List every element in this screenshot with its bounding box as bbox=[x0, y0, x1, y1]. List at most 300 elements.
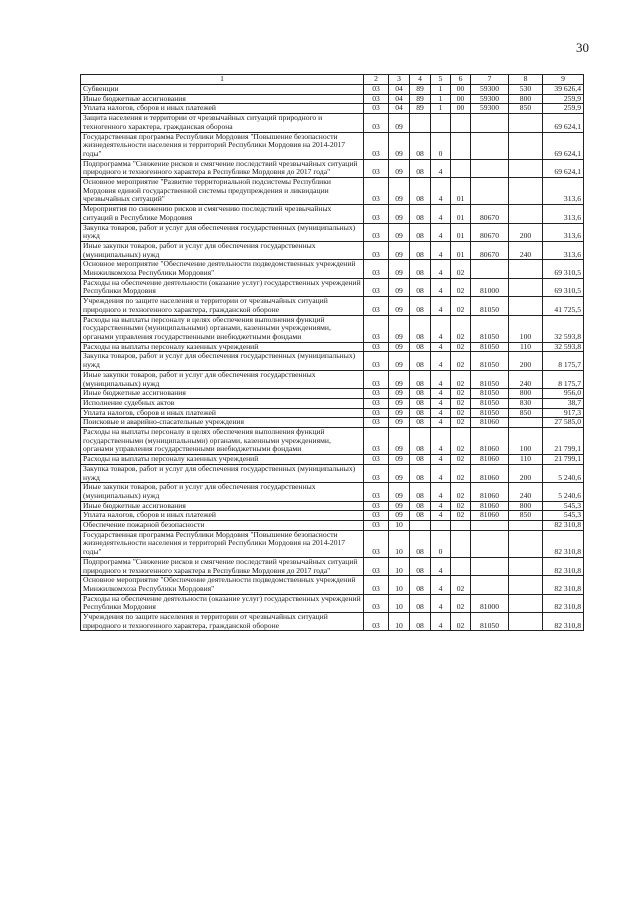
expense-type-code-cell: 800 bbox=[509, 501, 543, 511]
activity-code-cell: 01 bbox=[451, 241, 471, 259]
section-code-cell: 03 bbox=[364, 278, 389, 296]
subsection-code-cell: 09 bbox=[389, 501, 410, 511]
direction-code-cell: 81050 bbox=[471, 613, 509, 631]
row-name-cell: Расходы на выплаты персоналу в целях обеспечения выполнения функций государственными (муниципальными) органами, казенными учреждениями, органами управления государственными внебюджетными фондами bbox=[81, 315, 364, 342]
program-code-cell: 08 bbox=[410, 428, 431, 455]
program-code-cell: 89 bbox=[410, 85, 431, 95]
subsection-code-cell: 09 bbox=[389, 178, 410, 205]
table-row bbox=[81, 576, 584, 594]
row-name-cell: Закупка товаров, работ и услуг для обеспечения государственных (муниципальных) нужд bbox=[81, 352, 364, 370]
row-name-cell: Уплата налогов, сборов и иных платежей bbox=[81, 511, 364, 521]
row-name-cell: Основное мероприятие "Обеспечение деятельности подведомственных учреждений Минжилкомхоза Республики Мордовия" bbox=[81, 576, 364, 594]
table-row bbox=[81, 398, 584, 408]
subprogram-code-cell: 4 bbox=[431, 342, 451, 352]
direction-code-cell bbox=[471, 178, 509, 205]
direction-code-cell: 81050 bbox=[471, 315, 509, 342]
amount-cell: 32 593,8 bbox=[543, 342, 584, 352]
program-code-cell: 08 bbox=[410, 408, 431, 418]
program-code-cell: 08 bbox=[410, 398, 431, 408]
activity-code-cell: 02 bbox=[451, 511, 471, 521]
expense-type-code-cell bbox=[509, 576, 543, 594]
activity-code-cell bbox=[451, 132, 471, 159]
program-code-cell: 89 bbox=[410, 94, 431, 104]
program-code-cell: 08 bbox=[410, 223, 431, 241]
direction-code-cell: 81060 bbox=[471, 428, 509, 455]
direction-code-cell: 81000 bbox=[471, 278, 509, 296]
direction-code-cell: 81050 bbox=[471, 370, 509, 388]
section-code-cell: 03 bbox=[364, 315, 389, 342]
program-code-cell: 08 bbox=[410, 613, 431, 631]
amount-cell: 82 310,8 bbox=[543, 530, 584, 557]
row-name-cell: Мероприятия по снижению рисков и смягчению последствий чрезвычайных ситуаций в Республике Мордовия bbox=[81, 205, 364, 223]
row-name-cell: Защита населения и территории от чрезвычайных ситуаций природного и техногенного характера, гражданская оборона bbox=[81, 114, 364, 132]
row-name-cell: Расходы на выплаты персоналу казенных учреждений bbox=[81, 455, 364, 465]
table-row bbox=[81, 94, 584, 104]
section-code-cell: 03 bbox=[364, 455, 389, 465]
row-name-cell: Иные бюджетные ассигнования bbox=[81, 94, 364, 104]
row-name-cell: Основное мероприятие "Развитие территориальной подсистемы Республики Мордовия единой государственной системы предупреждения и ликвидации чрезвычайных ситуаций" bbox=[81, 178, 364, 205]
section-code-cell: 03 bbox=[364, 104, 389, 114]
row-name-cell: Исполнение судебных актов bbox=[81, 398, 364, 408]
amount-cell: 69 624,1 bbox=[543, 159, 584, 177]
direction-code-cell: 81060 bbox=[471, 455, 509, 465]
activity-code-cell: 02 bbox=[451, 370, 471, 388]
column-header: 6 bbox=[451, 75, 471, 85]
program-code-cell: 08 bbox=[410, 297, 431, 315]
section-code-cell: 03 bbox=[364, 205, 389, 223]
amount-cell: 21 799,1 bbox=[543, 455, 584, 465]
subsection-code-cell: 04 bbox=[389, 94, 410, 104]
column-header: 4 bbox=[410, 75, 431, 85]
table-row bbox=[81, 85, 584, 95]
subsection-code-cell: 09 bbox=[389, 352, 410, 370]
expense-type-code-cell bbox=[509, 132, 543, 159]
activity-code-cell: 00 bbox=[451, 85, 471, 95]
section-code-cell: 03 bbox=[364, 342, 389, 352]
expense-type-code-cell: 200 bbox=[509, 464, 543, 482]
amount-cell: 259,9 bbox=[543, 94, 584, 104]
section-code-cell: 03 bbox=[364, 418, 389, 428]
expense-type-code-cell: 200 bbox=[509, 223, 543, 241]
section-code-cell: 03 bbox=[364, 530, 389, 557]
subprogram-code-cell: 4 bbox=[431, 594, 451, 612]
table-row bbox=[81, 530, 584, 557]
expense-type-code-cell bbox=[509, 530, 543, 557]
direction-code-cell: 80670 bbox=[471, 223, 509, 241]
row-name-cell: Расходы на обеспечение деятельности (оказание услуг) государственных учреждений Республики Мордовия bbox=[81, 278, 364, 296]
section-code-cell: 03 bbox=[364, 260, 389, 278]
table-row bbox=[81, 464, 584, 482]
section-code-cell: 03 bbox=[364, 398, 389, 408]
subprogram-code-cell: 4 bbox=[431, 297, 451, 315]
table-row bbox=[81, 352, 584, 370]
direction-code-cell: 81060 bbox=[471, 501, 509, 511]
amount-cell: 82 310,8 bbox=[543, 594, 584, 612]
row-name-cell: Основное мероприятие "Обеспечение деятельности подведомственных учреждений Минжилкомхоза Республики Мордовия" bbox=[81, 260, 364, 278]
direction-code-cell: 80670 bbox=[471, 205, 509, 223]
activity-code-cell: 02 bbox=[451, 342, 471, 352]
direction-code-cell bbox=[471, 260, 509, 278]
table-row bbox=[81, 260, 584, 278]
section-code-cell: 03 bbox=[364, 464, 389, 482]
subsection-code-cell: 09 bbox=[389, 418, 410, 428]
column-header: 1 bbox=[81, 75, 364, 85]
expense-type-code-cell bbox=[509, 297, 543, 315]
program-code-cell: 08 bbox=[410, 464, 431, 482]
activity-code-cell: 01 bbox=[451, 178, 471, 205]
expense-type-code-cell: 830 bbox=[509, 398, 543, 408]
column-header: 3 bbox=[389, 75, 410, 85]
subprogram-code-cell: 4 bbox=[431, 398, 451, 408]
amount-cell: 69 310,5 bbox=[543, 278, 584, 296]
direction-code-cell: 81060 bbox=[471, 483, 509, 501]
section-code-cell: 03 bbox=[364, 557, 389, 575]
activity-code-cell bbox=[451, 159, 471, 177]
table-row bbox=[81, 521, 584, 531]
subprogram-code-cell: 4 bbox=[431, 613, 451, 631]
direction-code-cell bbox=[471, 557, 509, 575]
direction-code-cell bbox=[471, 132, 509, 159]
expense-type-code-cell: 800 bbox=[509, 389, 543, 399]
subprogram-code-cell: 4 bbox=[431, 576, 451, 594]
subprogram-code-cell: 4 bbox=[431, 205, 451, 223]
section-code-cell: 03 bbox=[364, 114, 389, 132]
program-code-cell: 08 bbox=[410, 389, 431, 399]
amount-cell: 39 626,4 bbox=[543, 85, 584, 95]
subprogram-code-cell: 4 bbox=[431, 315, 451, 342]
amount-cell: 917,3 bbox=[543, 408, 584, 418]
program-code-cell: 08 bbox=[410, 483, 431, 501]
amount-cell: 545,3 bbox=[543, 511, 584, 521]
column-header: 7 bbox=[471, 75, 509, 85]
row-name-cell: Подпрограмма "Снижение рисков и смягчение последствий чрезвычайных ситуаций природного и техногенного характера в Республике Мордовия до 2017 года" bbox=[81, 159, 364, 177]
expense-type-code-cell: 850 bbox=[509, 511, 543, 521]
expense-type-code-cell bbox=[509, 418, 543, 428]
direction-code-cell bbox=[471, 114, 509, 132]
section-code-cell: 03 bbox=[364, 389, 389, 399]
activity-code-cell: 02 bbox=[451, 352, 471, 370]
subprogram-code-cell: 4 bbox=[431, 241, 451, 259]
section-code-cell: 03 bbox=[364, 613, 389, 631]
expense-type-code-cell: 850 bbox=[509, 104, 543, 114]
table-row bbox=[81, 132, 584, 159]
row-name-cell: Расходы на выплаты персоналу в целях обеспечения выполнения функций государственными (муниципальными) органами, казенными учреждениями, органами управления государственными внебюджетными фондами bbox=[81, 428, 364, 455]
subsection-code-cell: 09 bbox=[389, 389, 410, 399]
table-row bbox=[81, 389, 584, 399]
activity-code-cell: 02 bbox=[451, 428, 471, 455]
table-row bbox=[81, 483, 584, 501]
amount-cell: 69 624,1 bbox=[543, 132, 584, 159]
expense-type-code-cell: 100 bbox=[509, 428, 543, 455]
activity-code-cell bbox=[451, 114, 471, 132]
subprogram-code-cell: 4 bbox=[431, 352, 451, 370]
subprogram-code-cell: 4 bbox=[431, 223, 451, 241]
expense-type-code-cell: 530 bbox=[509, 85, 543, 95]
subsection-code-cell: 10 bbox=[389, 576, 410, 594]
activity-code-cell: 02 bbox=[451, 594, 471, 612]
direction-code-cell: 81060 bbox=[471, 418, 509, 428]
section-code-cell: 03 bbox=[364, 241, 389, 259]
section-code-cell: 03 bbox=[364, 85, 389, 95]
activity-code-cell: 02 bbox=[451, 418, 471, 428]
subsection-code-cell: 10 bbox=[389, 613, 410, 631]
subsection-code-cell: 04 bbox=[389, 104, 410, 114]
subsection-code-cell: 09 bbox=[389, 241, 410, 259]
subsection-code-cell: 09 bbox=[389, 428, 410, 455]
program-code-cell: 08 bbox=[410, 178, 431, 205]
amount-cell: 259,9 bbox=[543, 104, 584, 114]
activity-code-cell: 02 bbox=[451, 398, 471, 408]
section-code-cell: 03 bbox=[364, 521, 389, 531]
row-name-cell: Субвенции bbox=[81, 85, 364, 95]
activity-code-cell: 02 bbox=[451, 464, 471, 482]
row-name-cell: Государственная программа Республики Мордовия "Повышение безопасности жизнедеятельности населения и территорий Республики Мордовия на 2014-2017 годы" bbox=[81, 132, 364, 159]
activity-code-cell: 02 bbox=[451, 297, 471, 315]
subsection-code-cell: 09 bbox=[389, 223, 410, 241]
expense-type-code-cell bbox=[509, 260, 543, 278]
program-code-cell: 08 bbox=[410, 576, 431, 594]
subsection-code-cell: 09 bbox=[389, 398, 410, 408]
subprogram-code-cell: 4 bbox=[431, 557, 451, 575]
table-row bbox=[81, 223, 584, 241]
row-name-cell: Закупка товаров, работ и услуг для обеспечения государственных (муниципальных) нужд bbox=[81, 223, 364, 241]
direction-code-cell bbox=[471, 521, 509, 531]
activity-code-cell: 02 bbox=[451, 455, 471, 465]
subprogram-code-cell: 4 bbox=[431, 501, 451, 511]
amount-cell: 313,6 bbox=[543, 223, 584, 241]
expense-type-code-cell bbox=[509, 205, 543, 223]
table-row bbox=[81, 594, 584, 612]
row-name-cell: Обеспечение пожарной безопасности bbox=[81, 521, 364, 531]
amount-cell: 32 593,8 bbox=[543, 315, 584, 342]
program-code-cell: 08 bbox=[410, 159, 431, 177]
subsection-code-cell: 09 bbox=[389, 260, 410, 278]
amount-cell: 21 799,1 bbox=[543, 428, 584, 455]
row-name-cell: Уплата налогов, сборов и иных платежей bbox=[81, 104, 364, 114]
program-code-cell bbox=[410, 114, 431, 132]
activity-code-cell bbox=[451, 530, 471, 557]
subprogram-code-cell: 4 bbox=[431, 483, 451, 501]
table-row bbox=[81, 511, 584, 521]
row-name-cell: Иные закупки товаров, работ и услуг для обеспечения государственных (муниципальных) нужд bbox=[81, 483, 364, 501]
row-name-cell: Расходы на выплаты персоналу казенных учреждений bbox=[81, 342, 364, 352]
program-code-cell: 08 bbox=[410, 455, 431, 465]
program-code-cell: 08 bbox=[410, 241, 431, 259]
subprogram-code-cell: 0 bbox=[431, 530, 451, 557]
activity-code-cell: 02 bbox=[451, 315, 471, 342]
program-code-cell: 08 bbox=[410, 501, 431, 511]
program-code-cell bbox=[410, 521, 431, 531]
direction-code-cell bbox=[471, 159, 509, 177]
row-name-cell: Учреждения по защите населения и территории от чрезвычайных ситуаций природного и техногенного характера, гражданской обороне bbox=[81, 613, 364, 631]
amount-cell: 5 240,6 bbox=[543, 483, 584, 501]
direction-code-cell: 80670 bbox=[471, 241, 509, 259]
section-code-cell: 03 bbox=[364, 132, 389, 159]
expense-type-code-cell: 800 bbox=[509, 94, 543, 104]
expense-type-code-cell bbox=[509, 557, 543, 575]
program-code-cell: 08 bbox=[410, 511, 431, 521]
subsection-code-cell: 09 bbox=[389, 511, 410, 521]
row-name-cell: Иные закупки товаров, работ и услуг для обеспечения государственных (муниципальных) нужд bbox=[81, 241, 364, 259]
amount-cell: 956,0 bbox=[543, 389, 584, 399]
amount-cell: 69 310,5 bbox=[543, 260, 584, 278]
direction-code-cell: 81050 bbox=[471, 398, 509, 408]
activity-code-cell bbox=[451, 557, 471, 575]
expense-type-code-cell bbox=[509, 114, 543, 132]
expense-type-code-cell bbox=[509, 613, 543, 631]
amount-cell: 5 240,6 bbox=[543, 464, 584, 482]
table-row bbox=[81, 205, 584, 223]
section-code-cell: 03 bbox=[364, 370, 389, 388]
program-code-cell: 08 bbox=[410, 205, 431, 223]
subsection-code-cell: 09 bbox=[389, 159, 410, 177]
subprogram-code-cell: 4 bbox=[431, 464, 451, 482]
row-name-cell: Закупка товаров, работ и услуг для обеспечения государственных (муниципальных) нужд bbox=[81, 464, 364, 482]
amount-cell: 69 624,1 bbox=[543, 114, 584, 132]
direction-code-cell: 59300 bbox=[471, 104, 509, 114]
row-name-cell: Иные закупки товаров, работ и услуг для обеспечения государственных (муниципальных) нужд bbox=[81, 370, 364, 388]
direction-code-cell: 81000 bbox=[471, 594, 509, 612]
subprogram-code-cell bbox=[431, 521, 451, 531]
amount-cell: 82 310,8 bbox=[543, 521, 584, 531]
row-name-cell: Иные бюджетные ассигнования bbox=[81, 389, 364, 399]
table-body bbox=[81, 85, 584, 631]
amount-cell: 545,3 bbox=[543, 501, 584, 511]
table-row bbox=[81, 501, 584, 511]
section-code-cell: 03 bbox=[364, 352, 389, 370]
table-row bbox=[81, 408, 584, 418]
program-code-cell: 08 bbox=[410, 418, 431, 428]
section-code-cell: 03 bbox=[364, 94, 389, 104]
subprogram-code-cell: 4 bbox=[431, 418, 451, 428]
subprogram-code-cell: 4 bbox=[431, 370, 451, 388]
amount-cell: 82 310,8 bbox=[543, 557, 584, 575]
table-row bbox=[81, 104, 584, 114]
subprogram-code-cell: 1 bbox=[431, 104, 451, 114]
table-row bbox=[81, 613, 584, 631]
expense-type-code-cell: 110 bbox=[509, 342, 543, 352]
row-name-cell: Государственная программа Республики Мордовия "Повышение безопасности жизнедеятельности населения и территорий Республики Мордовия на 2014-2017 годы" bbox=[81, 530, 364, 557]
section-code-cell: 03 bbox=[364, 178, 389, 205]
expense-type-code-cell: 240 bbox=[509, 370, 543, 388]
subsection-code-cell: 09 bbox=[389, 205, 410, 223]
subsection-code-cell: 09 bbox=[389, 370, 410, 388]
table-row bbox=[81, 455, 584, 465]
section-code-cell: 03 bbox=[364, 223, 389, 241]
header-row bbox=[81, 75, 584, 85]
column-header: 8 bbox=[509, 75, 543, 85]
column-header: 5 bbox=[431, 75, 451, 85]
expense-type-code-cell: 850 bbox=[509, 408, 543, 418]
program-code-cell: 08 bbox=[410, 278, 431, 296]
section-code-cell: 03 bbox=[364, 483, 389, 501]
row-name-cell: Иные бюджетные ассигнования bbox=[81, 501, 364, 511]
subsection-code-cell: 09 bbox=[389, 455, 410, 465]
row-name-cell: Учреждения по защите населения и территории от чрезвычайных ситуаций природного и техногенного характера, гражданской обороне bbox=[81, 297, 364, 315]
subprogram-code-cell: 4 bbox=[431, 511, 451, 521]
direction-code-cell: 81050 bbox=[471, 352, 509, 370]
expense-type-code-cell: 240 bbox=[509, 241, 543, 259]
activity-code-cell: 01 bbox=[451, 223, 471, 241]
subprogram-code-cell: 4 bbox=[431, 260, 451, 278]
expense-type-code-cell: 100 bbox=[509, 315, 543, 342]
expense-type-code-cell bbox=[509, 521, 543, 531]
amount-cell: 8 175,7 bbox=[543, 352, 584, 370]
direction-code-cell: 59300 bbox=[471, 94, 509, 104]
amount-cell: 313,6 bbox=[543, 241, 584, 259]
program-code-cell: 08 bbox=[410, 260, 431, 278]
direction-code-cell: 81050 bbox=[471, 408, 509, 418]
subsection-code-cell: 09 bbox=[389, 408, 410, 418]
amount-cell: 82 310,8 bbox=[543, 576, 584, 594]
table-row bbox=[81, 297, 584, 315]
subsection-code-cell: 09 bbox=[389, 114, 410, 132]
section-code-cell: 03 bbox=[364, 408, 389, 418]
section-code-cell: 03 bbox=[364, 159, 389, 177]
program-code-cell: 08 bbox=[410, 530, 431, 557]
activity-code-cell: 00 bbox=[451, 94, 471, 104]
subprogram-code-cell: 4 bbox=[431, 159, 451, 177]
expense-type-code-cell bbox=[509, 178, 543, 205]
amount-cell: 82 310,8 bbox=[543, 613, 584, 631]
program-code-cell: 08 bbox=[410, 352, 431, 370]
subsection-code-cell: 04 bbox=[389, 85, 410, 95]
section-code-cell: 03 bbox=[364, 576, 389, 594]
row-name-cell: Расходы на обеспечение деятельности (оказание услуг) государственных учреждений Республики Мордовия bbox=[81, 594, 364, 612]
amount-cell: 8 175,7 bbox=[543, 370, 584, 388]
program-code-cell: 08 bbox=[410, 370, 431, 388]
direction-code-cell bbox=[471, 530, 509, 557]
amount-cell: 38,7 bbox=[543, 398, 584, 408]
expense-type-code-cell bbox=[509, 159, 543, 177]
activity-code-cell: 02 bbox=[451, 501, 471, 511]
amount-cell: 27 585,0 bbox=[543, 418, 584, 428]
table-row bbox=[81, 418, 584, 428]
direction-code-cell: 81050 bbox=[471, 389, 509, 399]
program-code-cell: 08 bbox=[410, 594, 431, 612]
direction-code-cell bbox=[471, 576, 509, 594]
direction-code-cell: 81060 bbox=[471, 464, 509, 482]
row-name-cell: Поисковые и аварийно-спасательные учреждения bbox=[81, 418, 364, 428]
section-code-cell: 03 bbox=[364, 594, 389, 612]
expense-type-code-cell: 240 bbox=[509, 483, 543, 501]
subprogram-code-cell: 0 bbox=[431, 132, 451, 159]
table-row bbox=[81, 315, 584, 342]
direction-code-cell: 81060 bbox=[471, 511, 509, 521]
subsection-code-cell: 09 bbox=[389, 315, 410, 342]
expense-type-code-cell: 110 bbox=[509, 455, 543, 465]
direction-code-cell: 81050 bbox=[471, 342, 509, 352]
activity-code-cell: 02 bbox=[451, 483, 471, 501]
column-header: 9 bbox=[543, 75, 584, 85]
table-row bbox=[81, 241, 584, 259]
row-name-cell: Подпрограмма "Снижение рисков и смягчение последствий чрезвычайных ситуаций природного и техногенного характера в Республике Мордовия до 2017 года" bbox=[81, 557, 364, 575]
subsection-code-cell: 09 bbox=[389, 132, 410, 159]
subprogram-code-cell: 4 bbox=[431, 389, 451, 399]
direction-code-cell: 81050 bbox=[471, 297, 509, 315]
table-row bbox=[81, 178, 584, 205]
section-code-cell: 03 bbox=[364, 501, 389, 511]
direction-code-cell: 59300 bbox=[471, 85, 509, 95]
table-row bbox=[81, 342, 584, 352]
activity-code-cell bbox=[451, 521, 471, 531]
subprogram-code-cell: 4 bbox=[431, 428, 451, 455]
subsection-code-cell: 09 bbox=[389, 464, 410, 482]
subsection-code-cell: 09 bbox=[389, 483, 410, 501]
subprogram-code-cell: 4 bbox=[431, 455, 451, 465]
column-header: 2 bbox=[364, 75, 389, 85]
subprogram-code-cell: 4 bbox=[431, 408, 451, 418]
